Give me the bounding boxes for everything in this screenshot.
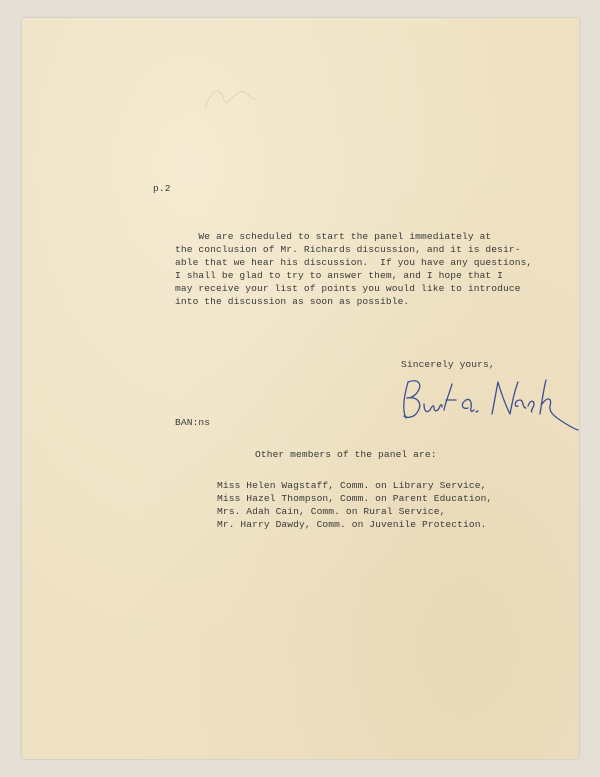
body-line: the conclusion of Mr. Richards discussion, and it is desir- <box>175 244 521 255</box>
body-line: I shall be glad to try to answer them, and I hope that I <box>175 270 504 281</box>
panel-intro: Other members of the panel are: <box>255 449 437 460</box>
handwritten-signature <box>394 370 584 440</box>
typist-initials: BAN:ns <box>175 417 211 428</box>
body-line: able that we hear his discussion. If you have any questions, <box>175 257 533 268</box>
body-line: into the discussion as soon as possible. <box>175 296 410 307</box>
panel-member: Miss Helen Wagstaff, Comm. on Library Service, <box>217 480 487 491</box>
faint-pencil-mark <box>200 78 260 118</box>
panel-member: Mrs. Adah Cain, Comm. on Rural Service, <box>217 506 446 517</box>
page-number: p.2 <box>153 183 171 194</box>
panel-member: Mr. Harry Dawdy, Comm. on Juvenile Protection. <box>217 519 487 530</box>
letter-page <box>22 18 579 759</box>
closing: Sincerely yours, <box>401 359 495 370</box>
panel-member: Miss Hazel Thompson, Comm. on Parent Education, <box>217 493 493 504</box>
body-line: may receive your list of points you would like to introduce <box>175 283 521 294</box>
body-line: We are scheduled to start the panel immediately at <box>175 231 492 242</box>
